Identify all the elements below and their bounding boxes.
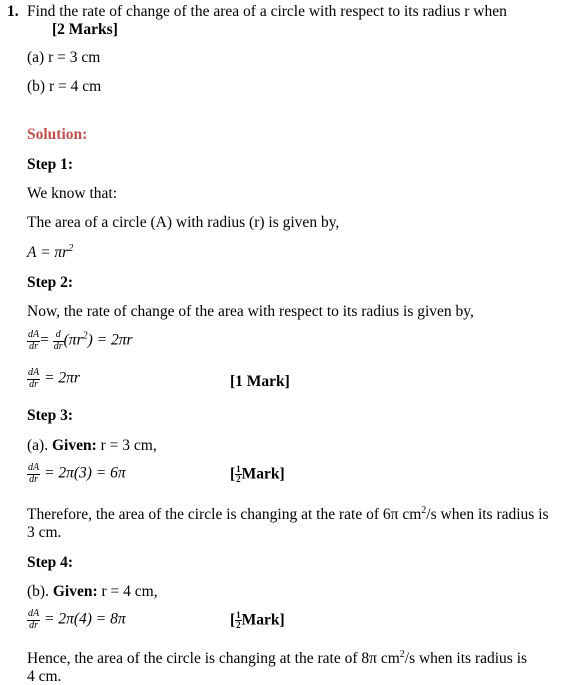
fraction-dA-dr: $\frac{dA}{dr}$ bbox=[28, 462, 40, 485]
area-formula: $A = \pi r^2$ bbox=[27, 243, 74, 261]
step3-equation: $\frac{dA}{dr}$ = 2π(3) = 6π bbox=[28, 462, 126, 485]
step4-mark: [ $\frac{1}{2}$ Mark] bbox=[230, 610, 285, 631]
step4-given: (b). Given: r = 4 cm, bbox=[27, 583, 158, 600]
fraction-dA-dr: $\frac{dA}{dr}$ bbox=[28, 329, 40, 352]
fraction-dA-dr: $\frac{dA}{dr}$ bbox=[28, 608, 40, 631]
step2-title: Step 2: bbox=[27, 274, 74, 291]
step4-title: Step 4: bbox=[27, 554, 74, 571]
step4-conclusion-1: Hence, the area of the circle is changing at the rate of 8π $cm^2/s$ when its radius is bbox=[27, 649, 528, 667]
question-number: 1. bbox=[7, 3, 19, 20]
question-marks: [2 Marks] bbox=[52, 21, 118, 38]
step3-given: (a). Given: r = 3 cm, bbox=[27, 437, 157, 454]
derivative-equation-1: $\frac{dA}{dr}$ = $\frac{d}{dr}$ $(\pi r^2) = 2\pi r$ bbox=[28, 329, 133, 352]
step1-title: Step 1: bbox=[27, 156, 74, 173]
step1-line2: The area of a circle (A) with radius (r) is given by, bbox=[27, 214, 340, 231]
step3-mark: [ $\frac{1}{2}$ Mark] bbox=[230, 464, 285, 485]
part-b: (b) r = 4 cm bbox=[27, 78, 102, 95]
solution-heading: Solution: bbox=[27, 126, 88, 143]
derivative-equation-2: $\frac{dA}{dr}$ = 2πr bbox=[28, 367, 80, 390]
step2-mark: [1 Mark] bbox=[230, 373, 290, 390]
step3-conclusion-2: 3 cm. bbox=[27, 524, 62, 541]
question-text: Find the rate of change of the area of a circle with respect to its radius r when bbox=[27, 3, 507, 20]
half-fraction: $\frac{1}{2}$ bbox=[236, 610, 241, 631]
fraction-dA-dr: $\frac{dA}{dr}$ bbox=[28, 367, 40, 390]
step3-title: Step 3: bbox=[27, 407, 74, 424]
step4-conclusion-2: 4 cm. bbox=[27, 668, 62, 685]
half-fraction: $\frac{1}{2}$ bbox=[236, 464, 241, 485]
step3-conclusion-1: Therefore, the area of the circle is changing at the rate of 6π $cm^2/s$ when its radius is bbox=[27, 505, 549, 523]
part-a: (a) r = 3 cm bbox=[27, 49, 101, 66]
step2-line1: Now, the rate of change of the area with respect to its radius is given by, bbox=[27, 303, 474, 320]
fraction-d-dr: $\frac{d}{dr}$ bbox=[53, 329, 63, 352]
step1-line1: We know that: bbox=[27, 185, 118, 202]
step4-equation: $\frac{dA}{dr}$ = 2π(4) = 8π bbox=[28, 608, 126, 631]
